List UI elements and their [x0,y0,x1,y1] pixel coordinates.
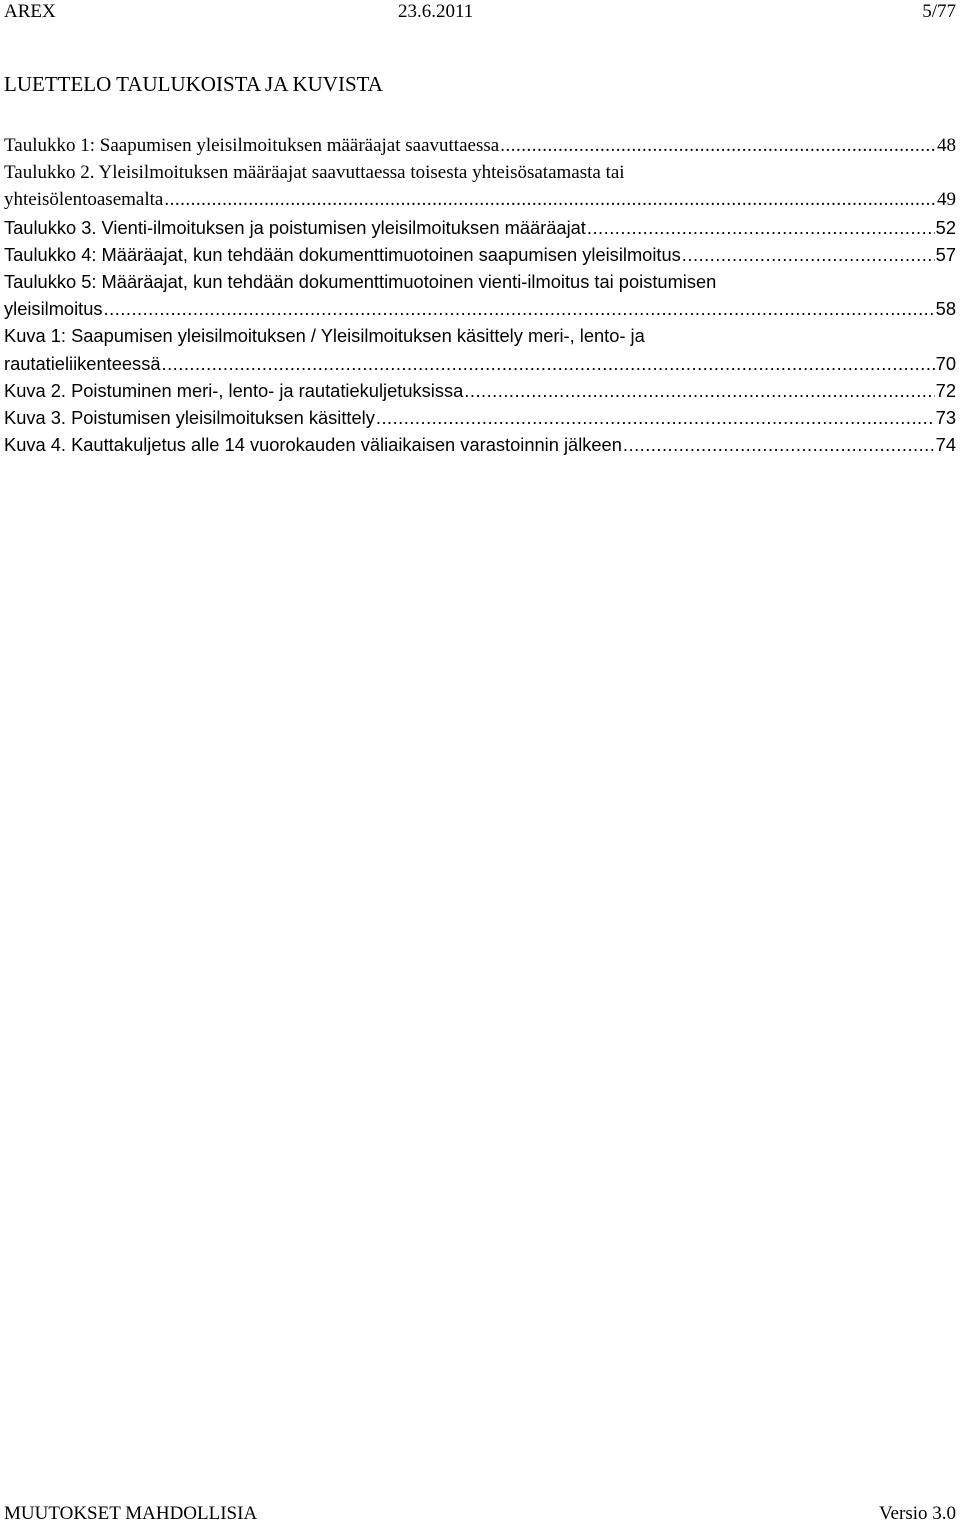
dot-leader [162,350,935,377]
toc-entry-text-line-1: Kuva 1: Saapumisen yleisilmoituksen / Yleisilmoituksen käsittely meri-, lento- ja [4,325,645,347]
toc-entry-text-line-1: Taulukko 5: Määräajat, kun tehdään dokumenttimuotoinen vienti-ilmoitus tai poistumisen [4,271,717,293]
header-organization: AREX [4,1,56,22]
toc-entry-taulukko-2[interactable] [4,159,956,213]
dot-leader [623,431,935,458]
toc-entry-kuva-3[interactable] [4,404,956,431]
footer-notice: MUUTOKSET MAHDOLLISIA [4,1503,258,1524]
dot-leader [376,404,935,431]
toc-entry-text: Taulukko 3. Vienti-ilmoituksen ja poistumisen yleisilmoituksen määräajat [4,216,586,238]
dot-leader [500,132,936,159]
toc-entry-taulukko-1[interactable] [4,132,956,159]
toc-entry-page: 72 [935,379,956,401]
table-of-figures-list [4,132,956,458]
toc-entry-kuva-1[interactable] [4,322,956,376]
toc-entry-page: 49 [937,189,956,211]
toc-entry-kuva-2[interactable] [4,377,956,404]
page-footer [0,1502,960,1526]
page-title: LUETTELO TAULUKOISTA JA KUVISTA [4,72,383,96]
toc-entry-text-line-1: Taulukko 2. Yleisilmoituksen määräajat saavuttaessa toisesta yhteisösatamasta tai [4,162,625,184]
toc-entry-taulukko-5[interactable] [4,268,956,322]
toc-entry-text: yleisilmoitus [4,298,103,320]
toc-entry-page: 70 [935,352,956,374]
dot-leader [164,186,936,213]
toc-entry-text: Taulukko 1: Saapumisen yleisilmoituksen määräajat saavuttaessa [4,135,500,156]
toc-entry-page: 48 [937,135,956,156]
toc-entry-page: 74 [935,434,956,456]
page-header [0,0,960,24]
toc-entry-text: Kuva 4. Kauttakuljetus alle 14 vuorokauden väliaikaisen varastoinnin jälkeen [4,434,622,456]
toc-entry-taulukko-3[interactable] [4,214,956,241]
dot-leader [104,295,935,322]
toc-entry-text: rautatieliikenteessä [4,352,161,374]
toc-entry-kuva-4[interactable] [4,431,956,458]
toc-entry-page: 58 [935,298,956,320]
footer-version: Versio 3.0 [878,1503,956,1524]
dot-leader [587,214,935,241]
toc-entry-page: 73 [935,407,956,429]
header-date: 23.6.2011 [398,1,474,22]
toc-entry-text: yhteisölentoasemalta [4,189,164,211]
header-page-number: 5/77 [922,1,956,22]
toc-entry-page: 52 [935,216,956,238]
toc-entry-text: Kuva 3. Poistumisen yleisilmoituksen käsittely [4,407,375,429]
toc-entry-text: Kuva 2. Poistuminen meri-, lento- ja rautatiekuljetuksissa [4,379,464,401]
toc-entry-taulukko-4[interactable] [4,241,956,268]
toc-entry-page: 57 [935,243,956,265]
dot-leader [682,241,935,268]
dot-leader [464,377,934,404]
toc-entry-text: Taulukko 4: Määräajat, kun tehdään dokumenttimuotoinen saapumisen yleisilmoitus [4,243,681,265]
